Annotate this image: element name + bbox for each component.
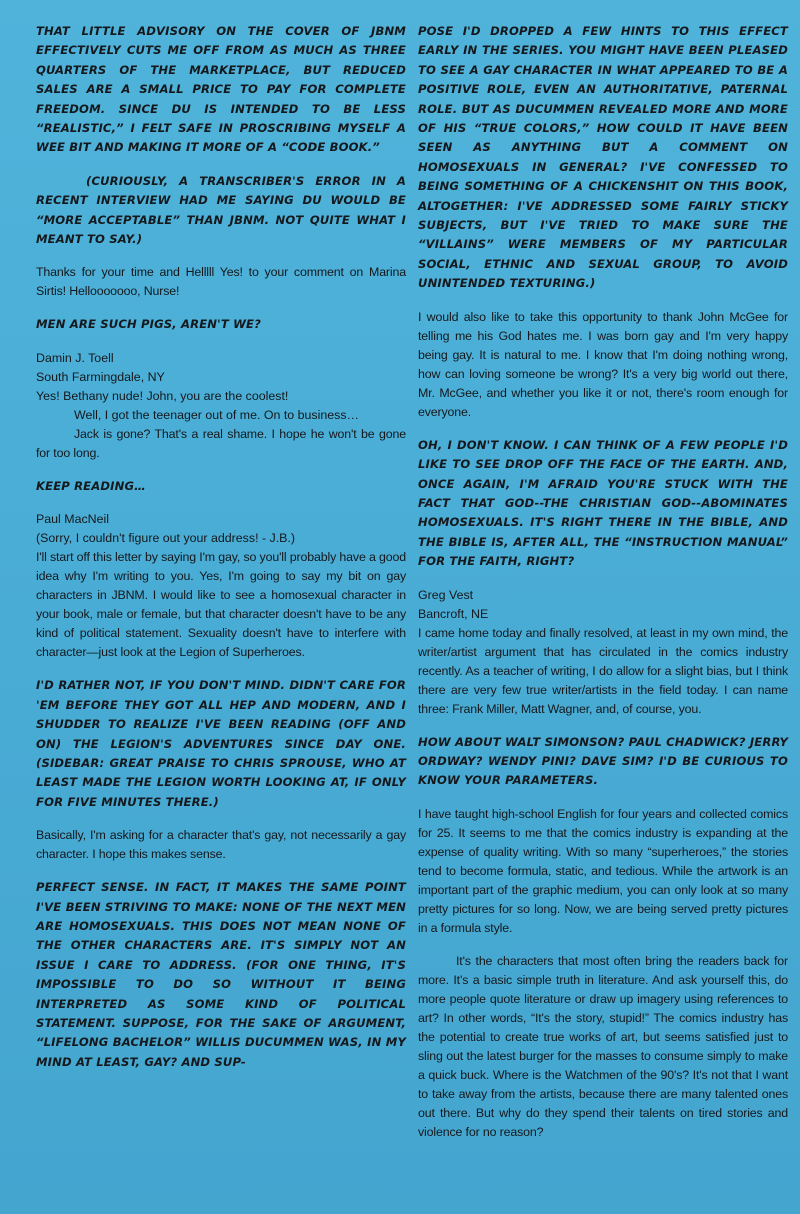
- right-column: [418, 22, 788, 1156]
- left-column: [36, 22, 406, 1086]
- letter-author: Damin J. Toell: [36, 350, 114, 365]
- letter-text: I would also like to take this opportunity to thank John McGee for telling me his God hates me. I was born gay and I'm very happy being gay. It is natural to me. I know that I'm doing nothing wrong, how can loving someone be wrong? It's a very big world out there, Mr. McGee, and whether you like it or not, there's room enough for everyone.: [418, 309, 788, 419]
- letter-location: South Farmingdale, NY: [36, 369, 165, 384]
- editor-reply: MEN ARE SUCH PIGS, AREN'T WE?: [36, 317, 261, 332]
- letter-location: Bancroft, NE: [418, 606, 489, 621]
- editor-reply: HOW ABOUT WALT SIMONSON? PAUL CHADWICK? JERRY ORDWAY? WENDY PINI? DAVE SIM? I'D BE CURIOUS TO KNOW YOUR PARAMETERS.: [418, 734, 788, 788]
- letter-author: Greg Vest: [418, 587, 474, 602]
- letter-text: I came home today and finally resolved, at least in my own mind, the writer/artist argument that has circulated in the comics industry recently. As a teacher of writing, I do allow for a slight bias, but I think there are very few true writer/artists in the field today. I can name three: Frank Miller, Matt Wagner, and, of course, you.: [418, 625, 788, 716]
- editor-reply: POSE I'D DROPPED A FEW HINTS TO THIS EFFECT EARLY IN THE SERIES. YOU MIGHT HAVE BEEN PLEASED TO SEE A GAY CHARACTER IN WHAT APPEARED TO BE A POSITIVE ROLE, EVEN AN AUTHORITATIVE, PATERNAL ROLE. BUT AS DUCUMMEN REVEALED MORE AND MORE OF HIS “TRUE COLORS,” HOW COULD IT HAVE BEEN SEEN AS ANYTHING BUT A COMMENT ON HOMOSEXUALS IN GENERAL? I'VE CONFESSED TO BEING SOMETHING OF A CHICKENSHIT ON THIS BOOK, ALTOGETHER: I'VE ADDRESSED SOME FAIRLY STICKY SUBJECTS, BUT I'VE TRIED TO MAKE SURE THE “VILLAINS” WERE MEMBERS OF MY PARTICULAR SOCIAL, ETHNIC AND SEXUAL GROUP, TO AVOID UNINTENDED TEXTURING.): [418, 24, 788, 291]
- editor-reply: KEEP READING…: [36, 478, 146, 493]
- letter-text: Well, I got the teenager out of me. On to business…: [74, 407, 359, 422]
- editor-reply: THAT LITTLE ADVISORY ON THE COVER OF JBNM EFFECTIVELY CUTS ME OFF FROM AS MUCH AS THREE QUARTERS OF THE MARKETPLACE, BUT REDUCED SALES ARE A SMALL PRICE TO PAY FOR COMPLETE FREEDOM. SINCE DU IS INTENDED TO BE LESS “REALISTIC,” I FELT SAFE IN PROSCRIBING MYSELF A WEE BIT AND MAKING IT MORE OF A “CODE BOOK.”: [36, 24, 406, 155]
- letter-text: Jack is gone? That's a real shame. I hope he won't be gone for too long.: [36, 426, 406, 460]
- editor-note: (Sorry, I couldn't figure out your address! - J.B.): [36, 531, 295, 546]
- letter-author: Paul MacNeil: [36, 512, 109, 527]
- letter-text: Thanks for your time and Helllll Yes! to your comment on Marina Sirtis! Hellooooooo, Nurse!: [36, 265, 406, 299]
- letter-text: I have taught high-school English for four years and collected comics for 25. It seems to me that the comics industry is expanding at the expense of quality writing. With so many “superheroes,” the stories tend to become formula, static, and tedious. While the artwork is an important part of the graphic medium, you can only look at so many pretty pictures for so long. Now, we are being served pretty pictures in a formula style.: [418, 806, 788, 935]
- editor-reply: I'D RATHER NOT, IF YOU DON'T MIND. DIDN'T CARE FOR 'EM BEFORE THEY GOT ALL HEP AND MODERN, AND I SHUDDER TO REALIZE I'VE BEEN READING (OFF AND ON) THE LEGION'S ADVENTURES SINCE DAY ONE. (SIDEBAR: GREAT PRAISE TO CHRIS SPROUSE, WHO AT LEAST MADE THE LEGION WORTH LOOKING AT, IF ONLY FOR FIVE MINUTES THERE.): [36, 678, 406, 809]
- editor-reply: (CURIOUSLY, A TRANSCRIBER'S ERROR IN A RECENT INTERVIEW HAD ME SAYING DU WOULD BE “MORE ACCEPTABLE” THAN JBNM. NOT QUITE WHAT I MEANT TO SAY.): [36, 173, 406, 247]
- letter-text: I'll start off this letter by saying I'm gay, so you'll probably have a good idea why I'm writing to you. Yes, I'm going to say my bit on gay characters in JBNM. I would like to see a homosexual character in your book, male or female, but that character doesn't have to be any kind of political statement. Sexuality doesn't have to interfere with character—just look at the Legion of Superheroes.: [36, 550, 406, 660]
- letter-text: Basically, I'm asking for a character that's gay, not necessarily a gay character. I hope this makes sense.: [36, 828, 406, 862]
- letter-text: It's the characters that most often bring the readers back for more. It's a basic simple truth in literature. And ask yourself this, do more people quote literature or draw up imagery using references to art? In other words, “It's the story, stupid!” The comics industry has the potential to create true works of art, but seems satisfied just to sling out the latest burger for the masses to consume simply to make a quick buck. Where is the Watchmen of the 90's? It's not that I want to take away from the artists, because there are many talented ones out there. But why do they spend their talents on tired stories and violence for no reason?: [418, 953, 788, 1139]
- editor-reply: PERFECT SENSE. IN FACT, IT MAKES THE SAME POINT I'VE BEEN STRIVING TO MAKE: NONE OF THE NEXT MEN ARE HOMOSEXUALS. THIS DOES NOT MEAN NONE OF THE OTHER CHARACTERS ARE. IT'S SIMPLY NOT AN ISSUE I CARE TO ADDRESS. (FOR ONE THING, IT'S IMPOSSIBLE TO DO SO WITHOUT IT BEING INTERPRETED AS SOME KIND OF POLITICAL STATEMENT. SUPPOSE, FOR THE SAKE OF ARGUMENT, “LIFELONG BACHELOR” WILLIS DUCUMMEN WAS, IN MY MIND AT LEAST, GAY? AND SUP-: [36, 880, 406, 1069]
- letter-text: Yes! Bethany nude! John, you are the coolest!: [36, 388, 289, 403]
- editor-reply: OH, I DON'T KNOW. I CAN THINK OF A FEW PEOPLE I'D LIKE TO SEE DROP OFF THE FACE OF THE EARTH. AND, ONCE AGAIN, I'M AFRAID YOU'RE STUCK WITH THE FACT THAT GOD--THE CHRISTIAN GOD--ABOMINATES HOMOSEXUALS. IT'S RIGHT THERE IN THE BIBLE, AND THE BIBLE IS, AFTER ALL, THE “INSTRUCTION MANUAL” FOR THE FAITH, RIGHT?: [418, 437, 788, 569]
